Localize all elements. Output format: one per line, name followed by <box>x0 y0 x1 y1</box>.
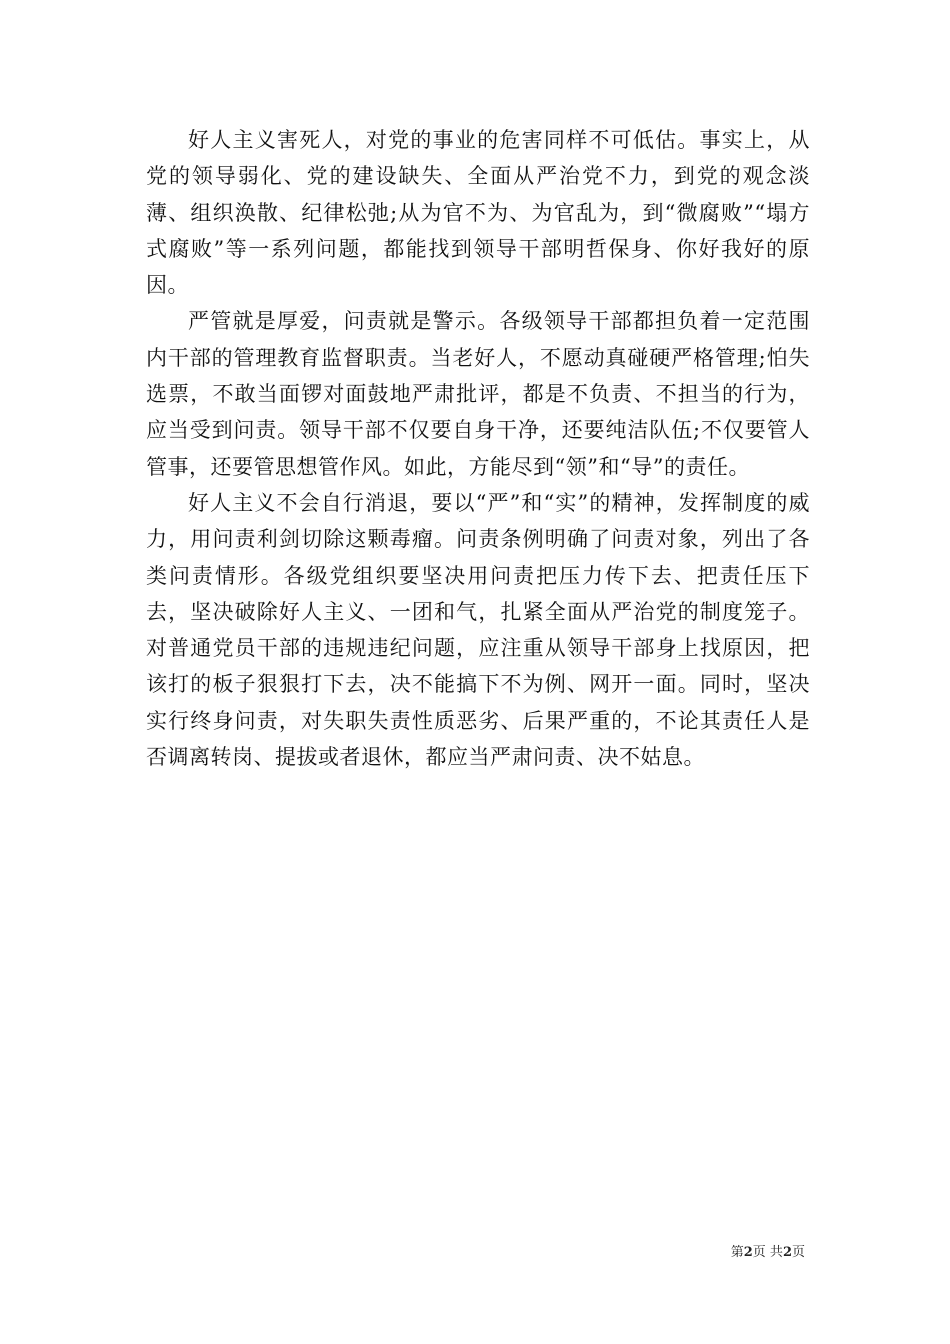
footer-suffix: 页 <box>791 1245 805 1260</box>
paragraph-3: 好人主义不会自行消退，要以“严”和“实”的精神，发挥制度的威力，用问责利剑切除这颗毒瘤。问责条例明确了问责对象，列出了各类问责情形。各级党组织要坚决用问责把压力传下去、把责任压下去，坚决破除好人主义、一团和气，扎紧全面从严治党的制度笼子。对普通党员干部的违规违纪问题，应注重从领导干部身上找原因，把该打的板子狠狠打下去，决不能搞下不为例、网开一面。同时，坚决实行终身问责，对失职失责性质恶劣、后果严重的，不论其责任人是否调离转岗、提拔或者退休，都应当严肃问责、决不姑息。 <box>146 490 810 770</box>
document-body <box>146 122 810 775</box>
page-footer <box>731 1245 805 1261</box>
footer-total-pages: 2 <box>782 1245 792 1260</box>
paragraph-1: 好人主义害死人，对党的事业的危害同样不可低估。事实上，从党的领导弱化、党的建设缺失、全面从严治党不力，到党的观念淡薄、组织涣散、纪律松弛;从为官不为、为官乱为，到“微腐败”“塌方式腐败”等一系列问题，都能找到领导干部明哲保身、你好我好的原因。 <box>146 128 810 298</box>
footer-middle: 页 共 <box>752 1245 783 1260</box>
footer-current-page: 2 <box>743 1245 753 1260</box>
footer-prefix: 第 <box>730 1245 744 1260</box>
paragraph-2: 严管就是厚爱，问责就是警示。各级领导干部都担负着一定范围内干部的管理教育监督职责。当老好人，不愿动真碰硬严格管理;怕失选票，不敢当面锣对面鼓地严肃批评，都是不负责、不担当的行为，应当受到问责。领导干部不仅要自身干净，还要纯洁队伍;不仅要管人管事，还要管思想管作风。如此，方能尽到“领”和“导”的责任。 <box>146 309 810 479</box>
